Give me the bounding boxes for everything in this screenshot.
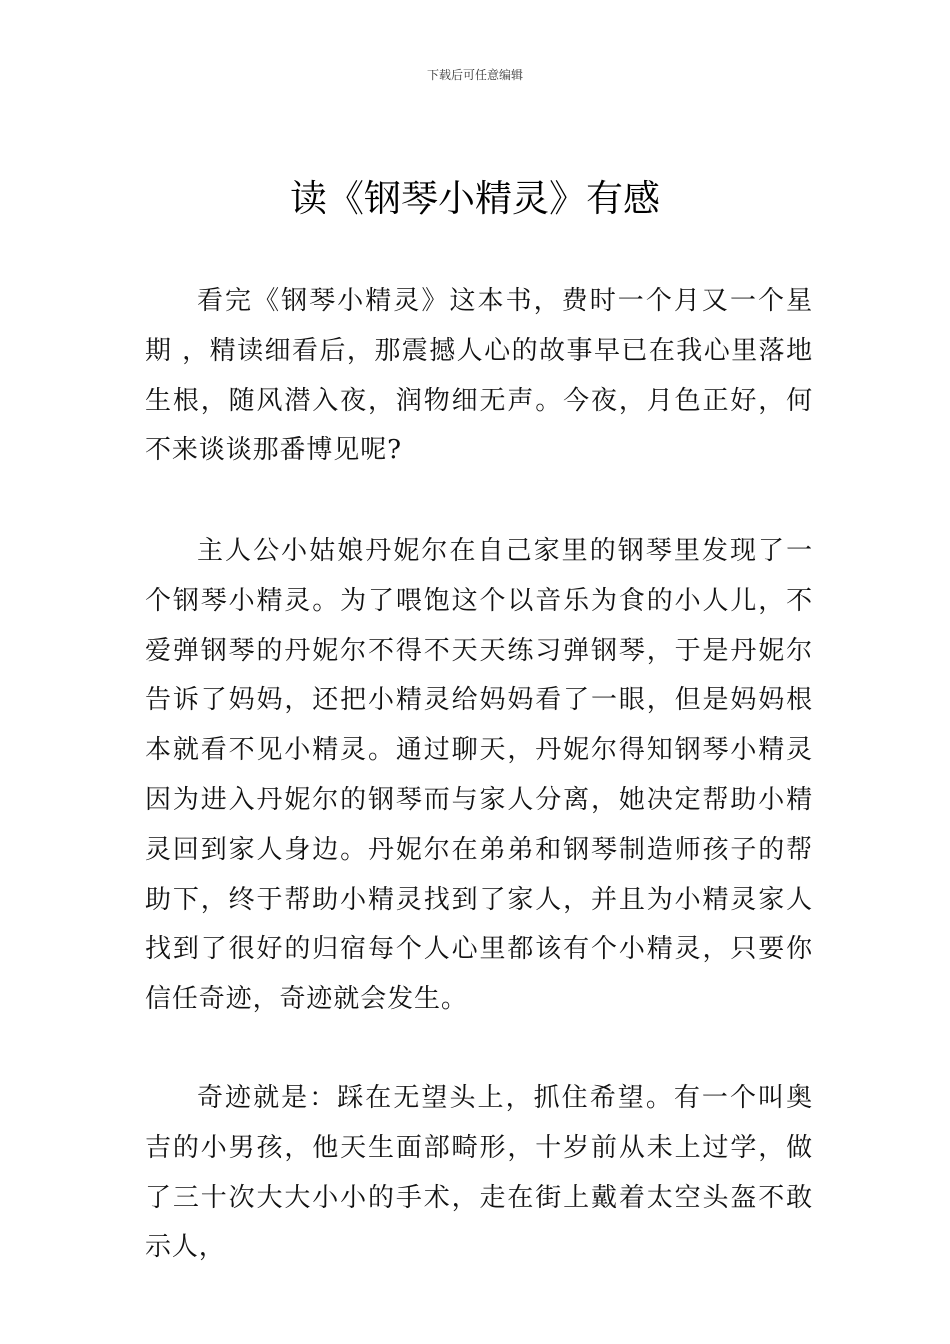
- paragraph-3: 奇迹就是：踩在无望头上，抓住希望。有一个叫奥吉的小男孩，他天生面部畸形，十岁前从未上过学，做了三十次大大小小的手术，走在街上戴着太空头盔不敢示人，: [145, 1083, 813, 1263]
- header-note: 下载后可任意编辑: [426, 68, 523, 82]
- paragraph-1: 看完《钢琴小精灵》这本书，费时一个月又一个星期 ，精读细看后，那震撼人心的故事早已在我心里落地生根，随风潜入夜，润物细无声。今夜，月色正好，何不来谈谈那番博见呢?: [145, 286, 813, 466]
- paragraph-2: 主人公小姑娘丹妮尔在自己家里的钢琴里发现了一个钢琴小精灵。为了喂饱这个以音乐为食的小人儿，不爱弹钢琴的丹妮尔不得不天天练习弹钢琴，于是丹妮尔告诉了妈妈，还把小精灵给妈妈看了一眼，但是妈妈根本就看不见小精灵。通过聊天，丹妮尔得知钢琴小精灵因为进入丹妮尔的钢琴而与家人分离，她决定帮助小精灵回到家人身边。丹妮尔在弟弟和钢琴制造师孩子的帮助下，终于帮助小精灵找到了家人，并且为小精灵家人找到了很好的归宿每个人心里都该有个小精灵，只要你信任奇迹，奇迹就会发生。: [145, 536, 813, 1015]
- document-title: 读《钢琴小精灵》有感: [290, 177, 660, 220]
